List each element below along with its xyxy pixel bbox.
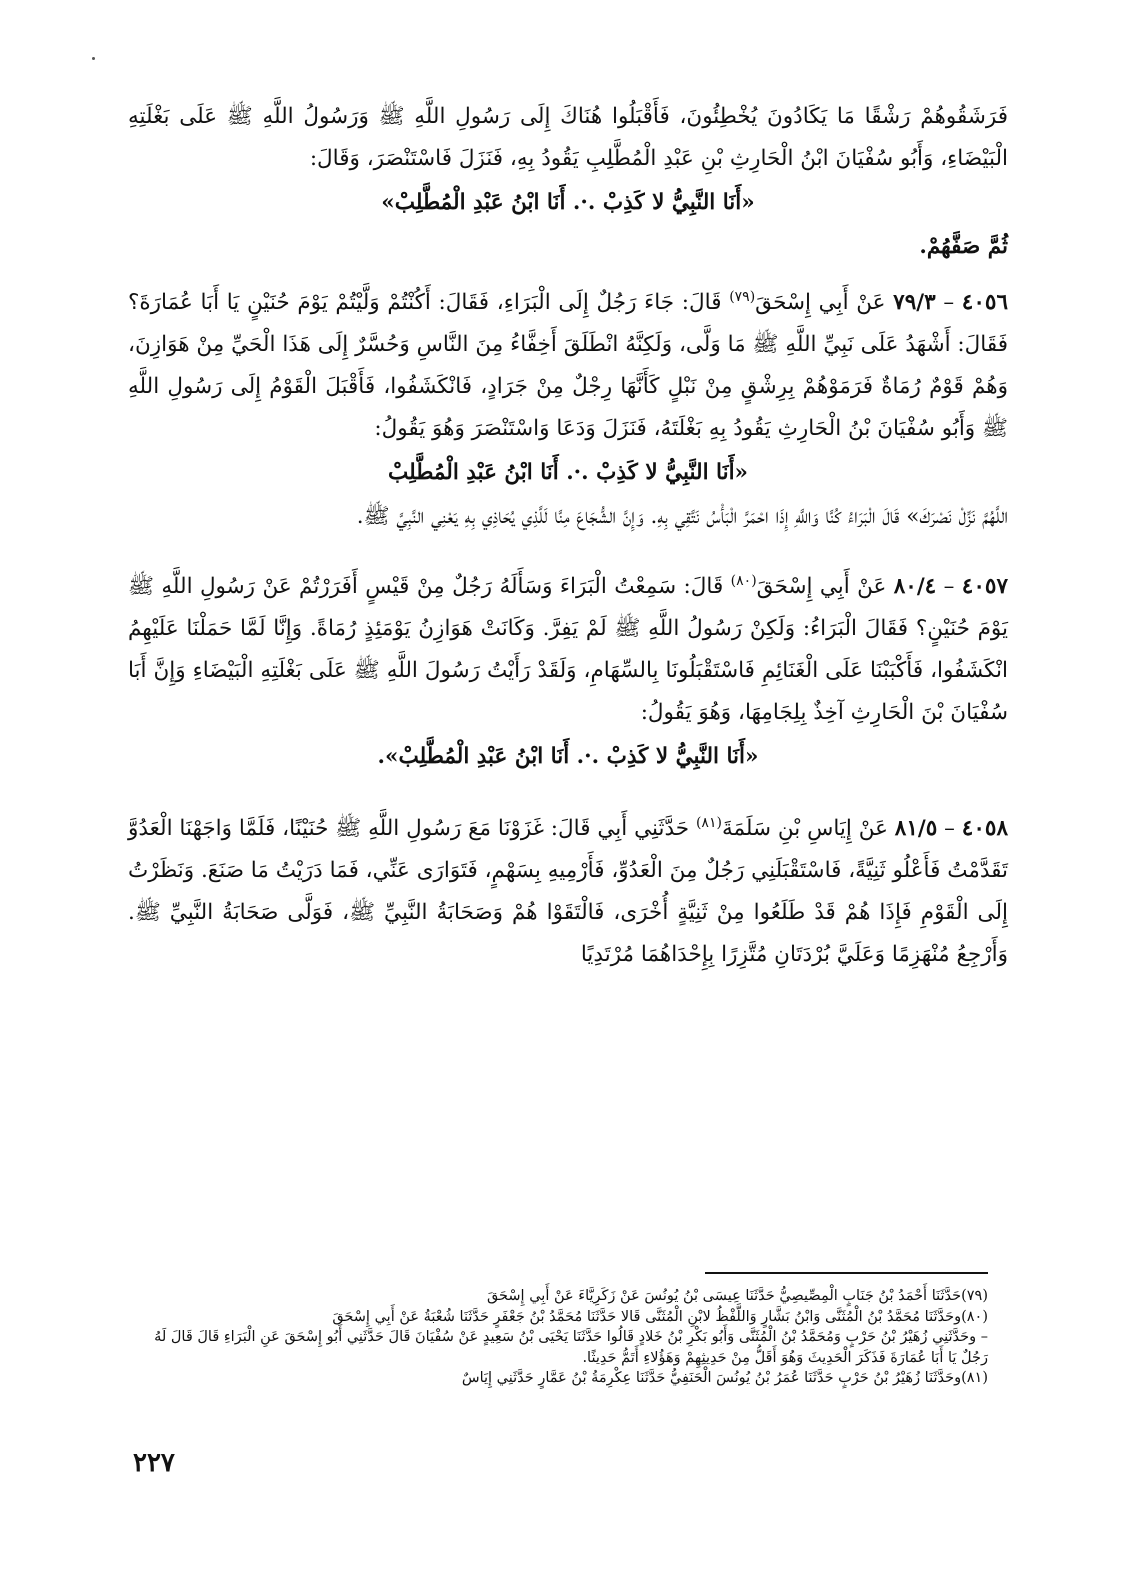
hadith-text: حَدَّثَنِي أَبِي قَالَ: غَزَوْنَا مَعَ رَسُولِ اللَّهِ ﷺ حُنَيْنًا، فَلَمَّا وَاجَهْنَا الْعَدُوَّ تَقَدَّمْتُ فَأَعْلُو ثَنِيَّةً، فَاسْتَقْبَلَنِي رَجُلٌ مِنَ الْعَدُوِّ، فَأَرْمِيهِ بِسَهْمٍ، فَتَوَارَى عَنِّي، فَمَا دَرَيْتُ مَا صَنَعَ. وَنَظَرْتُ إِلَى الْقَوْمِ فَإِذَا هُمْ قَدْ طَلَعُوا مِنْ ثَنِيَّةٍ أُخْرَى، فَالْتَقَوْا هُمْ وَصَحَابَةُ النَّبِيِّ ﷺ، فَوَلَّى صَحَابَةُ النَّبِيِّ ﷺ. وَأَرْجِعُ مُنْهَزِمًا وَعَلَيَّ بُرْدَتَانِ مُتَّزِرًا بِإِحْدَاهُمَا مُرْتَدِيًا — [128, 816, 1008, 967]
hadith-sub-number: ٨٠/٤ — [893, 574, 937, 599]
hadith-body: ٤٠٥٨ – ٨١/٥ عَنْ إِيَاسِ بْنِ سَلَمَةَ$^{(٨١)}$ حَدَّثَنِي أَبِي قَالَ: غَزَوْنَا مَعَ رَسُولِ اللَّهِ ﷺ حُنَيْنًا، فَلَمَّا وَاجَهْنَا الْعَدُوَّ تَقَدَّمْتُ فَأَعْلُو ثَنِيَّةً، فَاسْتَقْبَلَنِي رَجُلٌ مِنَ الْعَدُوِّ، فَأَرْمِيهِ بِسَهْمٍ، فَتَوَارَى عَنِّي، فَمَا دَرَيْتُ مَا صَنَعَ. وَنَظَرْتُ إِلَى الْقَوْمِ فَإِذَا هُمْ قَدْ طَلَعُوا مِنْ ثَنِيَّةٍ أُخْرَى، فَالْتَقَوْا هُمْ وَصَحَابَةُ النَّبِيِّ ﷺ، فَوَلَّى صَحَابَةُ النَّبِيِّ ﷺ. وَأَرْجِعُ مُنْهَزِمًا وَعَلَيَّ بُرْدَتَانِ مُتَّزِرًا بِإِحْدَاهُمَا مُرْتَدِيًا — [128, 814, 1008, 967]
hadith-opening: عَنْ أَبِي إِسْحَقَ — [755, 290, 886, 315]
hadith-4058 — [128, 808, 1008, 976]
intro-closing: ثُمَّ صَفَّهُمْ. — [919, 234, 1008, 259]
hadith-body: ٤٠٥٦ – ٧٩/٣ عَنْ أَبِي إِسْحَقَ$^{(٧٩)}$ قَالَ: جَاءَ رَجُلٌ إِلَى الْبَرَاءِ، فَقَالَ: أَكُنْتُمْ وَلَّيْتُمْ يَوْمَ حُنَيْنٍ يَا أَبَا عُمَارَةَ؟ فَقَالَ: أَشْهَدُ عَلَى نَبِيِّ اللَّهِ ﷺ مَا وَلَّى، وَلَكِنَّهُ انْطَلَقَ أَخِفَّاءُ مِنَ النَّاسِ وَحُسَّرٌ إِلَى هَذَا الْحَيِّ مِنْ هَوَازِنَ، وَهُمْ قَوْمٌ رُمَاةٌ فَرَمَوْهُمْ بِرِشْقٍ مِنْ نَبْلٍ كَأَنَّهَا رِجْلٌ مِنْ جَرَادٍ، فَانْكَشَفُوا، فَأَقْبَلَ الْقَوْمُ إِلَى رَسُولِ اللَّهِ ﷺ وَأَبُو سُفْيَانَ بْنُ الْحَارِثِ يَقُودُ بِهِ بَغْلَتَهُ، فَنَزَلَ وَدَعَا وَاسْتَنْصَرَ وَهُوَ يَقُولُ: — [128, 288, 1008, 441]
hadith-opening: عَنْ إِيَاسِ بْنِ سَلَمَةَ — [721, 816, 888, 841]
hadith-number: ٤٠٥٨ — [961, 816, 1008, 841]
hadith-sub-number: ٧٩/٣ — [893, 290, 936, 315]
hadith-4056 — [128, 282, 1008, 538]
hadith-number: ٤٠٥٧ — [961, 574, 1008, 599]
scan-speck — [92, 57, 95, 60]
footnote-81: (٨١)وحَدَّثَنَا زُهَيْرُ بْنُ حَرْبٍ حَدَّثَنَا عُمَرُ بْنُ يُونُسَ الْحَنَفِيُّ حَدَّثَنَا عِكْرِمَةُ بْنُ عَمَّارٍ حَدَّثَنِي إِيَاسٌ — [461, 1370, 988, 1386]
main-text — [128, 96, 1008, 976]
page-number: ٢٢٧ — [133, 1448, 175, 1478]
footnote-ref: (٨١) — [695, 814, 722, 831]
hadith-opening: عَنْ أَبِي إِسْحَقَ — [756, 574, 887, 599]
intro-paragraph: فَرَشَقُوهُمْ رَشْقًا مَا يَكَادُونَ يُخْطِئُونَ، فَأَقْبَلُوا هُنَاكَ إِلَى رَسُولِ اللَّهِ ﷺ وَرَسُولُ اللَّهِ ﷺ عَلَى بَغْلَتِهِ الْبَيْضَاءِ، وَأَبُو سُفْيَانَ ابْنُ الْحَارِثِ بْنِ عَبْدِ الْمُطَّلِبِ يَقُودُ بِهِ، فَنَزَلَ فَاسْتَنْصَرَ، وَقَالَ: — [128, 104, 1008, 171]
hadith-4057 — [128, 566, 1008, 778]
hadith-number: ٤٠٥٦ — [961, 290, 1008, 315]
footnote-separator — [705, 1272, 988, 1274]
intro-verse: «أَنَا النَّبِيُّ لا كَذِبْ .·. أَنَا ابْنُ عَبْدِ الْمُطَّلِبْ» — [381, 190, 755, 215]
hadith-text: قَالَ: سَمِعْتُ الْبَرَاءَ وَسَأَلَهُ رَجُلٌ مِنْ قَيْسٍ أَفَرَرْتُمْ عَنْ رَسُولِ اللَّهِ ﷺ يَوْمَ حُنَيْنٍ؟ فَقَالَ الْبَرَاءُ: وَلَكِنْ رَسُولُ اللَّهِ ﷺ لَمْ يَفِرَّ. وَكَانَتْ هَوَازِنُ يَوْمَئِذٍ رُمَاةً. وَإِنَّا لَمَّا حَمَلْنَا عَلَيْهِمُ انْكَشَفُوا، فَأَكْبَبْنَا عَلَى الْغَنَائِمِ فَاسْتَقْبَلُونَا بِالسِّهَامِ، وَلَقَدْ رَأَيْتُ رَسُولَ اللَّهِ ﷺ عَلَى بَغْلَتِهِ الْبَيْضَاءِ وَإِنَّ أَبَا سُفْيَانَ بْنَ الْحَارِثِ آخِذٌ بِلِجَامِهَا، وَهُوَ يَقُولُ: — [128, 574, 1008, 725]
hadith-after: اللَّهُمَّ نَزِّلْ نَصْرَكَ» قَالَ الْبَرَاءُ كُنَّا وَاللَّهِ إِذَا احْمَرَّ الْبَأْسُ نَتَّقِي بِهِ. وَإِنَّ الشُّجَاعَ مِنَّا لَلَّذِي يُحَاذِي بِهِ يَعْنِي النَّبِيَّ ﷺ. — [356, 504, 1008, 529]
footnotes — [128, 1286, 988, 1389]
hadith-sub-number: ٨١/٥ — [894, 816, 938, 841]
footnote-ref: (٨٠) — [730, 572, 757, 589]
hadith-verse: «أَنَا النَّبِيُّ لا كَذِبْ .·. أَنَا ابْنُ عَبْدِ الْمُطَّلِبْ». — [377, 744, 759, 769]
footnote-80: (٨٠)وحَدَّثَنَا مُحَمَّدُ بْنُ الْمُثَنَّى وَابْنُ بَشَّارٍ وَاللَّفْظُ لابْنِ الْمُثَنَّى قَالا حَدَّثَنَا مُحَمَّدُ بْنُ جَعْفَرٍ حَدَّثَنَا شُعْبَةُ عَنْ أَبِي إِسْحَقَ — [332, 1308, 988, 1325]
hadith-body: ٤٠٥٧ – ٨٠/٤ عَنْ أَبِي إِسْحَقَ$^{(٨٠)}$ قَالَ: سَمِعْتُ الْبَرَاءَ وَسَأَلَهُ رَجُلٌ مِنْ قَيْسٍ أَفَرَرْتُمْ عَنْ رَسُولِ اللَّهِ ﷺ يَوْمَ حُنَيْنٍ؟ فَقَالَ الْبَرَاءُ: وَلَكِنْ رَسُولُ اللَّهِ ﷺ لَمْ يَفِرَّ. وَكَانَتْ هَوَازِنُ يَوْمَئِذٍ رُمَاةً. وَإِنَّا لَمَّا حَمَلْنَا عَلَيْهِمُ انْكَشَفُوا، فَأَكْبَبْنَا عَلَى الْغَنَائِمِ فَاسْتَقْبَلُونَا بِالسِّهَامِ، وَلَقَدْ رَأَيْتُ رَسُولَ اللَّهِ ﷺ عَلَى بَغْلَتِهِ الْبَيْضَاءِ وَإِنَّ أَبَا سُفْيَانَ بْنَ الْحَارِثِ آخِذٌ بِلِجَامِهَا، وَهُوَ يَقُولُ: — [128, 572, 1008, 725]
footnote-80-continuation: – وحَدَّثَنِي زُهَيْرُ بْنُ حَرْبٍ وَمُحَمَّدُ بْنُ الْمُثَنَّى وَأَبُو بَكْرِ بْنُ خَلادٍ قَالُوا حَدَّثَنَا يَحْيَى بْنُ سَعِيدٍ عَنْ سُفْيَانَ قَالَ حَدَّثَنِي أَبُو إِسْحَقَ عَنِ الْبَرَاءِ قَالَ قَالَ لَهُ رَجُلٌ يَا أَبَا عُمَارَةَ فَذَكَرَ الْحَدِيثَ وَهُوَ أَقَلُّ مِنْ حَدِيثِهِمْ وَهَؤُلاءِ أَتَمُّ حَدِيثًا. — [154, 1329, 988, 1366]
footnote-ref: (٧٩) — [729, 288, 756, 305]
footnote-79: (٧٩)حَدَّثَنَا أَحْمَدُ بْنُ جَنَابٍ الْمِصِّيصِيُّ حَدَّثَنَا عِيسَى بْنُ يُونُسَ عَنْ زَكَرِيَّاءَ عَنْ أَبِي إِسْحَقَ — [486, 1288, 988, 1304]
hadith-verse: «أَنَا النَّبِيُّ لا كَذِبْ .·. أَنَا ابْنُ عَبْدِ الْمُطَّلِبْ — [388, 460, 748, 485]
hadith-text: قَالَ: جَاءَ رَجُلٌ إِلَى الْبَرَاءِ، فَقَالَ: أَكُنْتُمْ وَلَّيْتُمْ يَوْمَ حُنَيْنٍ يَا أَبَا عُمَارَةَ؟ فَقَالَ: أَشْهَدُ عَلَى نَبِيِّ اللَّهِ ﷺ مَا وَلَّى، وَلَكِنَّهُ انْطَلَقَ أَخِفَّاءُ مِنَ النَّاسِ وَحُسَّرٌ إِلَى هَذَا الْحَيِّ مِنْ هَوَازِنَ، وَهُمْ قَوْمٌ رُمَاةٌ فَرَمَوْهُمْ بِرِشْقٍ مِنْ نَبْلٍ كَأَنَّهَا رِجْلٌ مِنْ جَرَادٍ، فَانْكَشَفُوا، فَأَقْبَلَ الْقَوْمُ إِلَى رَسُولِ اللَّهِ ﷺ وَأَبُو سُفْيَانَ بْنُ الْحَارِثِ يَقُودُ بِهِ بَغْلَتَهُ، فَنَزَلَ وَدَعَا وَاسْتَنْصَرَ وَهُوَ يَقُولُ: — [128, 290, 1008, 441]
